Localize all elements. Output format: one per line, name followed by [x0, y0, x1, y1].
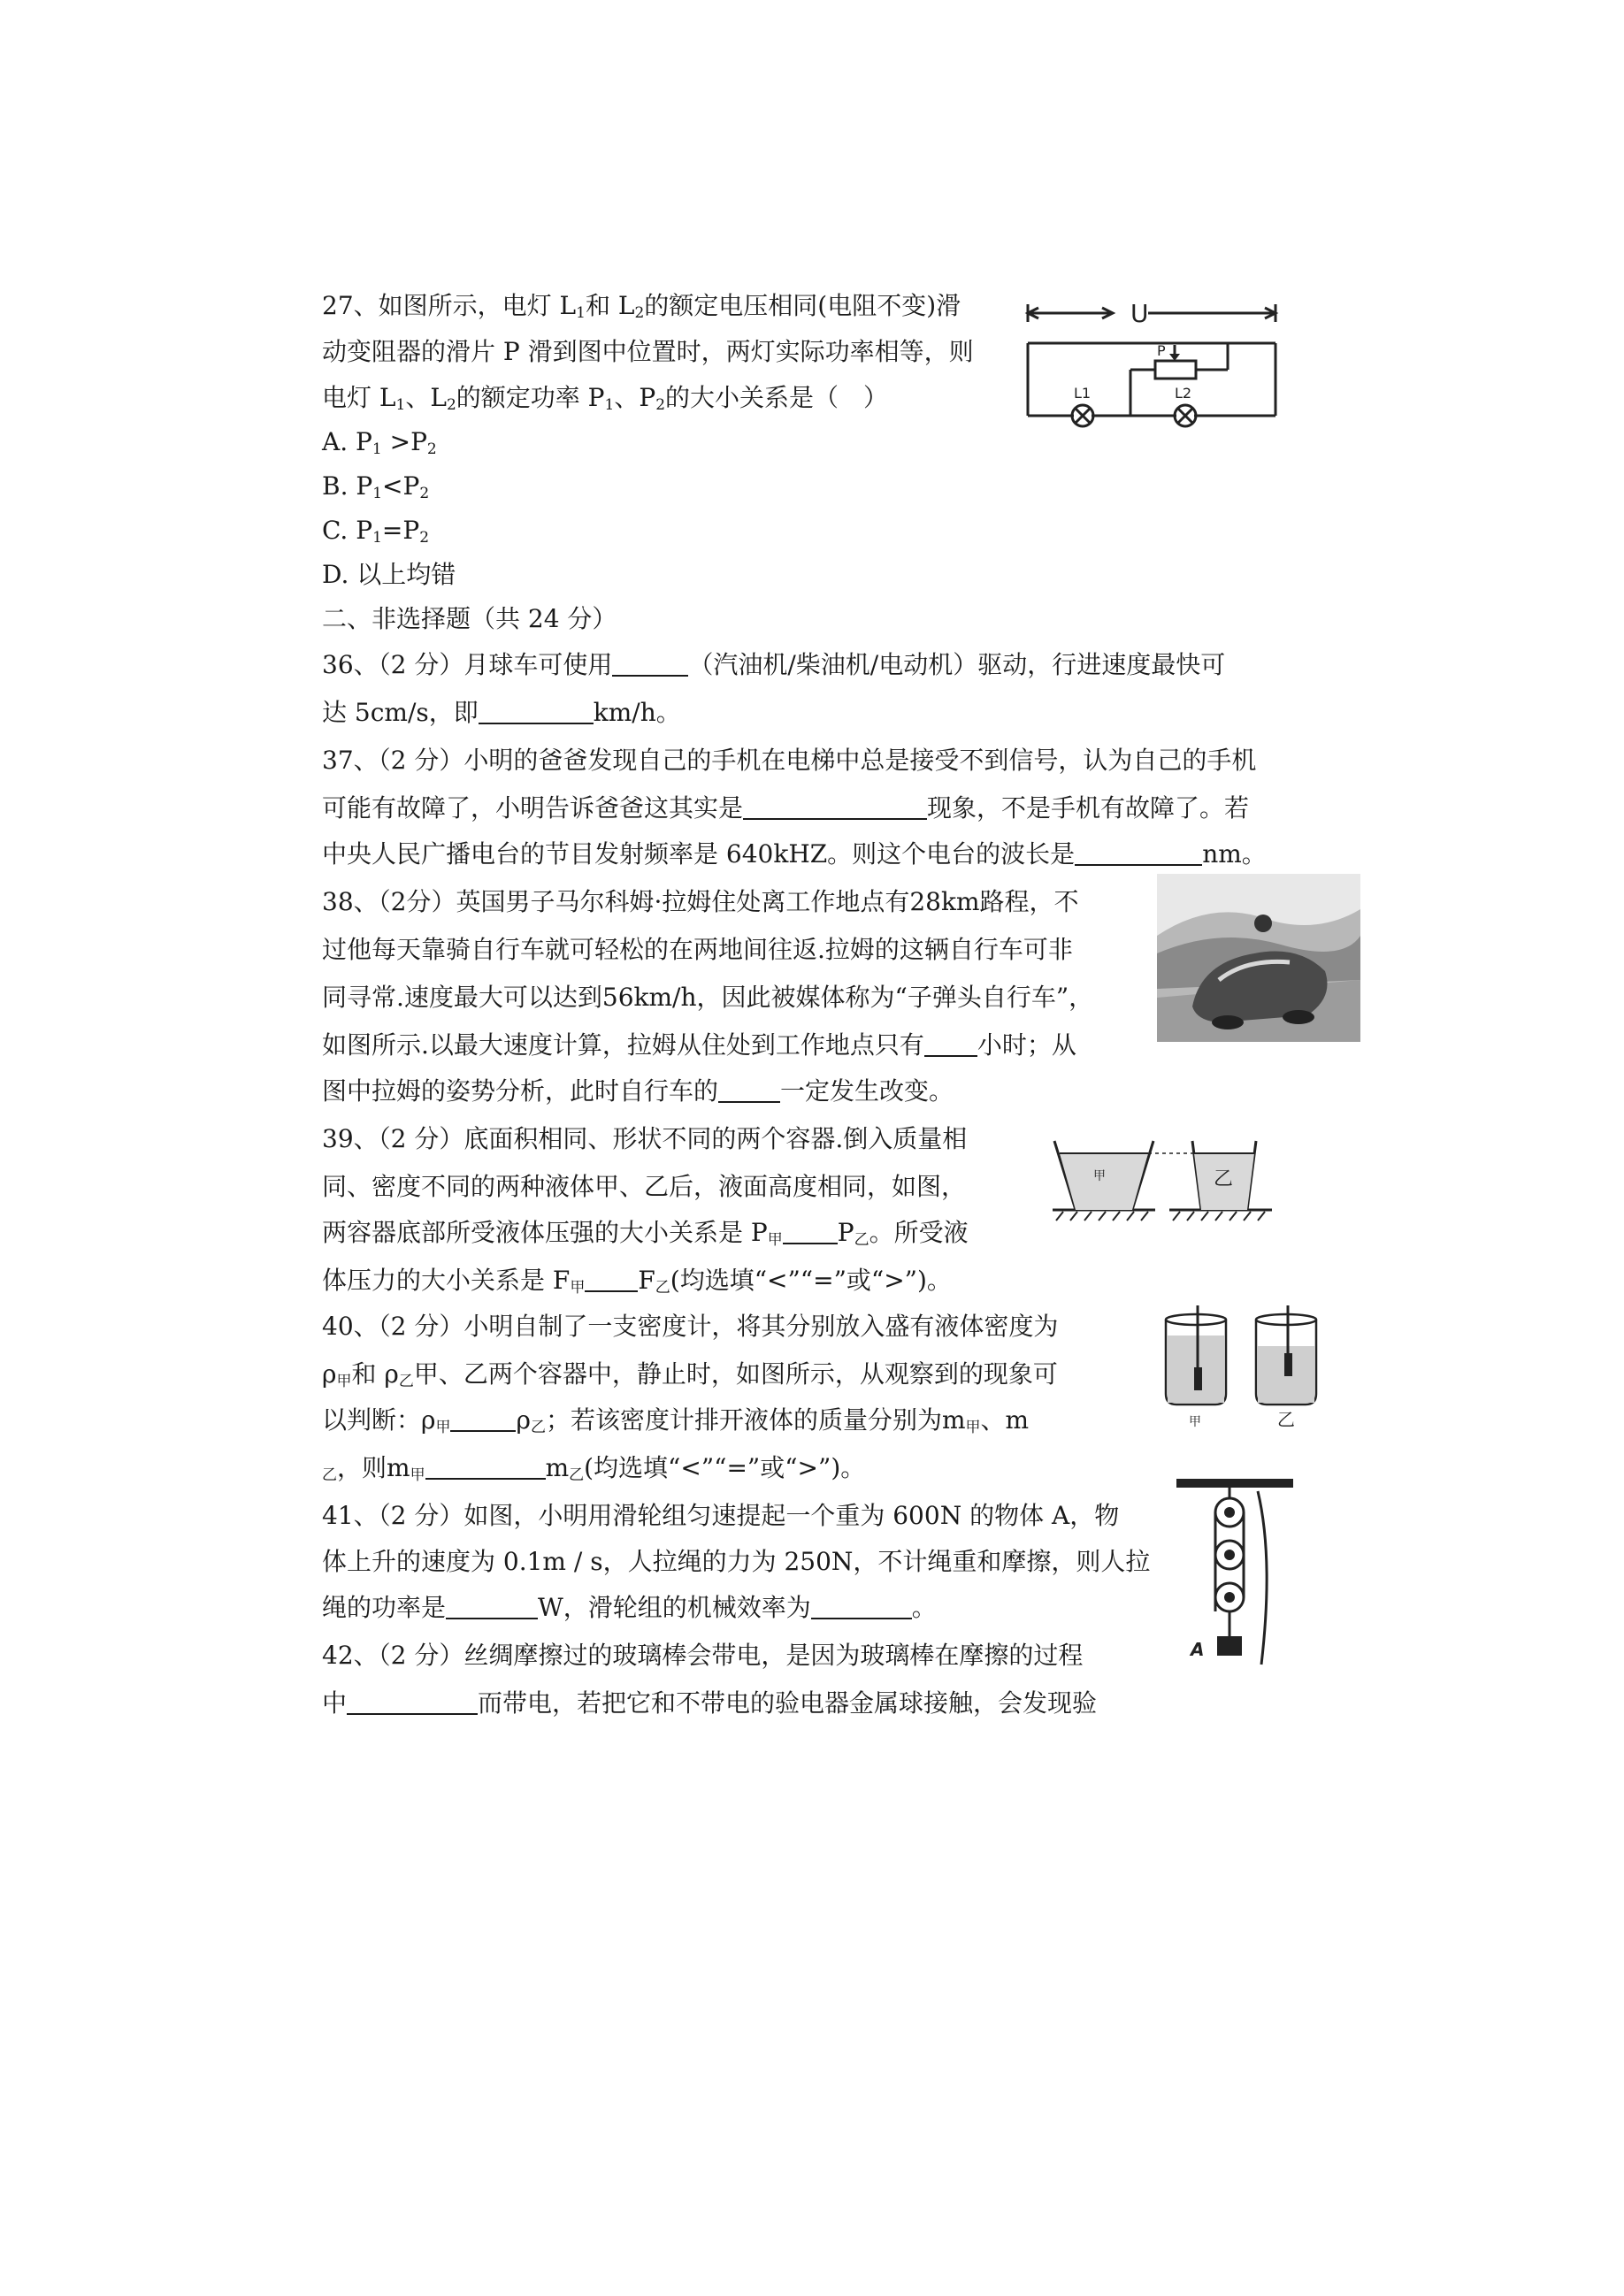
q40-line1: 40、（2 分）小明自制了一支密度计，将其分别放入盛有液体密度为 [322, 1312, 1059, 1341]
q41-line3: 绳的功率是 W，滑轮组的机械效率为 。 [322, 1593, 937, 1622]
q38-blank-2[interactable] [718, 1076, 780, 1103]
q36-blank-2[interactable] [479, 698, 594, 724]
circuit-label-u: U [1130, 299, 1149, 328]
circuit-diagram [1024, 292, 1283, 439]
section-2-heading: 二、非选择题（共 24 分） [322, 604, 617, 633]
q38-line5: 图中拉姆的姿势分析，此时自行车的 一定发生改变。 [322, 1076, 954, 1106]
q38-blank-1[interactable] [924, 1030, 977, 1057]
circuit-label-l2: L2 [1175, 385, 1192, 402]
q40-blank-1[interactable] [450, 1405, 516, 1432]
q41-line1: 41、（2 分）如图，小明用滑轮组匀速提起一个重为 600N 的物体 A，物 [322, 1501, 1120, 1530]
beaker-label-yi: 乙 [1277, 1409, 1295, 1429]
pulley-system-figure [1176, 1479, 1300, 1673]
q27-option-d: D. 以上均错 [322, 560, 456, 589]
q39-blank-1[interactable] [783, 1218, 838, 1244]
q41-blank-2[interactable] [811, 1593, 912, 1619]
hydrometer-figure [1159, 1305, 1327, 1429]
q38-line2: 过他每天靠骑自行车就可轻松的在两地间往返.拉姆的这辆自行车可非 [322, 935, 1073, 964]
q27-option-a: A. $P_1 >P_2$ [322, 427, 437, 458]
q42-line1: 42、（2 分）丝绸摩擦过的玻璃棒会带电，是因为玻璃棒在摩擦的过程 [322, 1641, 1084, 1670]
circuit-label-l1: L1 [1074, 385, 1092, 402]
q37-line3: 中央人民广播电台的节目发射频率是 640kHZ。则这个电台的波长是 nm。 [322, 839, 1267, 869]
q39-line1: 39、（2 分）底面积相同、形状不同的两个容器.倒入质量相 [322, 1124, 968, 1153]
q39-line4: 体压力的大小关系是 $F_甲$ $F_乙$(均选填“<”“=”或“>”)。 [322, 1266, 952, 1297]
q27-line2: 动变阻器的滑片 P 滑到图中位置时，两灯实际功率相等，则 [322, 337, 974, 366]
container-label-jia: 甲 [1093, 1169, 1106, 1183]
q37-blank-1[interactable] [743, 793, 927, 820]
q36-blank-1[interactable] [612, 650, 688, 677]
q41-blank-1[interactable] [446, 1593, 538, 1619]
q38-line1: 38、（2分）英国男子马尔科姆·拉姆住处离工作地点有28km路程，不 [322, 887, 1079, 916]
q42-line2: 中 而带电，若把它和不带电的验电器金属球接触，会发现验 [322, 1688, 1098, 1718]
pulley-label-a: A [1191, 1639, 1205, 1660]
container-label-yi: 乙 [1214, 1168, 1234, 1190]
q39-line3: 两容器底部所受液体压强的大小关系是 $P_甲$ $P_乙$。所受液 [322, 1218, 969, 1249]
bullet-bicycle-photo [1157, 874, 1360, 1042]
q27-option-c: C. $P_1=P_2$ [322, 516, 430, 547]
q39-blank-2[interactable] [585, 1266, 638, 1292]
q42-blank-1[interactable] [347, 1688, 478, 1715]
q27-option-b: B. $P_1<P_2$ [322, 471, 430, 502]
q37-blank-2[interactable] [1075, 839, 1202, 866]
q39-line2: 同、密度不同的两种液体甲、乙后，液面高度相同，如图， [322, 1172, 967, 1201]
q40-line2: $\rho_甲$和 $\rho_乙$甲、乙两个容器中，静止时，如图所示，从观察到的现象可 [322, 1359, 1058, 1390]
q37-line1: 37、（2 分）小明的爸爸发现自己的手机在电梯中总是接受不到信号，认为自己的手机 [322, 746, 1257, 775]
two-containers-figure [1049, 1121, 1275, 1228]
q38-line4: 如图所示.以最大速度计算，拉姆从住处到工作地点只有 小时；从 [322, 1030, 1076, 1060]
beaker-label-jia: 甲 [1189, 1415, 1201, 1429]
q40-line4: $_乙$，则$m_甲$ $m_乙$(均选填“<”“=”或“>”)。 [322, 1453, 866, 1484]
q41-line2: 体上升的速度为 0.1m / s，人拉绳的力为 250N，不计绳重和摩擦，则人拉 [322, 1547, 1151, 1576]
q40-line3: 以判断：$\rho_甲$ $\rho_乙$；若该密度计排开液体的质量分别为$m_甲$、m [322, 1405, 1030, 1436]
q27-line3: 电灯 $L_1$、$L_2$的额定功率 $P_1$、$P_2$的大小关系是（ ） [322, 383, 889, 414]
q37-line2: 可能有故障了，小明告诉爸爸这其实是 现象，不是手机有故障了。若 [322, 793, 1250, 823]
q40-blank-2[interactable] [425, 1453, 546, 1480]
q36-line2: 达 5cm/s，即 km/h。 [322, 698, 681, 727]
q38-line3: 同寻常.速度最大可以达到56km/h，因此被媒体称为“子弹头自行车”， [322, 983, 1094, 1012]
q27-line1: 27、如图所示，电灯 $L_1$和 $L_2$的额定电压相同(电阻不变)滑 [322, 291, 961, 322]
q36-line1: 36、（2 分）月球车可使用 （汽油机/柴油机/电动机）驱动，行进速度最快可 [322, 650, 1226, 679]
circuit-label-p: P [1157, 342, 1166, 359]
